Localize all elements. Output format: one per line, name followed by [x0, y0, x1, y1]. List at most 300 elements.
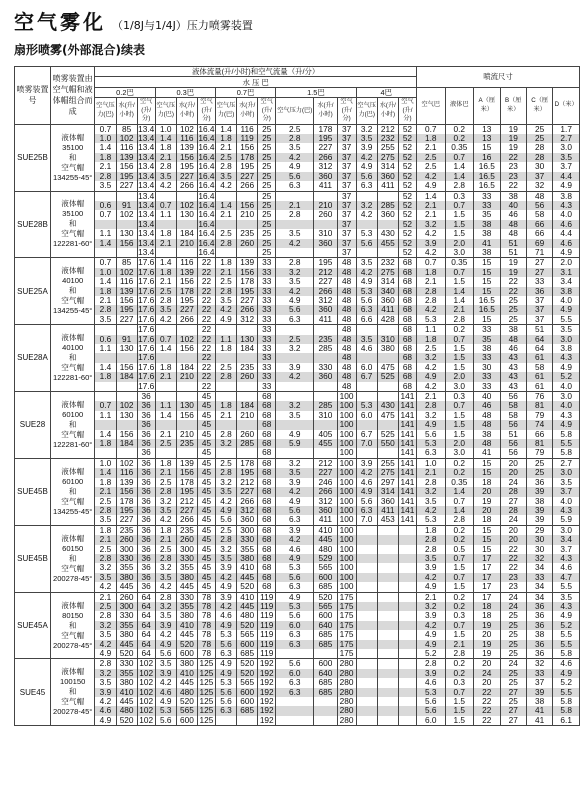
- table-cell: [377, 563, 398, 572]
- table-cell: [356, 678, 377, 687]
- table-cell: [398, 563, 416, 572]
- table-cell: 1.8: [155, 268, 176, 277]
- table-cell: 19: [474, 621, 500, 630]
- table-cell: 66: [526, 229, 552, 238]
- table-cell: 156: [176, 277, 197, 286]
- table-cell: [314, 220, 337, 229]
- table-cell: 178: [176, 287, 197, 296]
- table-cell: [276, 382, 314, 392]
- table-cell: 22: [500, 554, 526, 563]
- table-cell: 34: [526, 563, 552, 572]
- table-cell: [95, 248, 116, 258]
- table-cell: 6.3: [276, 515, 314, 525]
- table-cell: 25: [258, 220, 276, 229]
- table-cell: 27: [500, 706, 526, 715]
- table-cell: 19: [474, 497, 500, 506]
- table-cell: 0.3: [445, 392, 474, 402]
- table-cell: [356, 392, 377, 402]
- table-cell: 3.0: [553, 392, 580, 402]
- table-cell: 5.6: [215, 688, 236, 697]
- table-cell: 17.6: [138, 344, 155, 354]
- table-cell: 5.2: [553, 621, 580, 630]
- table-cell: 4.9: [356, 487, 377, 496]
- table-row: [15, 697, 580, 706]
- table-cell: 19: [500, 124, 526, 134]
- table-cell: [116, 325, 137, 335]
- table-cell: [398, 688, 416, 697]
- table-cell: 3.5: [155, 305, 176, 314]
- table-cell: 37: [337, 181, 356, 191]
- table-cell: 3.5: [416, 554, 445, 563]
- table-cell: [215, 248, 236, 258]
- nozzle-model: SUE45A: [15, 592, 51, 659]
- table-cell: 360: [237, 515, 258, 525]
- table-cell: 0.5: [445, 545, 474, 554]
- table-cell: 2.8: [276, 134, 314, 143]
- table-cell: 4.2: [215, 181, 236, 191]
- table-cell: 45: [197, 515, 215, 525]
- table-row: [15, 468, 580, 477]
- table-cell: 0.2: [445, 602, 474, 611]
- table-cell: 25: [500, 296, 526, 305]
- table-cell: 227: [314, 277, 337, 286]
- table-cell: 64: [137, 630, 155, 639]
- table-cell: 48: [500, 229, 526, 238]
- table-cell: 3.2: [276, 401, 314, 410]
- table-cell: 3.9: [416, 669, 445, 678]
- table-cell: 64: [526, 344, 552, 353]
- table-cell: [398, 554, 416, 563]
- table-cell: 102: [137, 706, 155, 715]
- table-cell: [314, 382, 337, 392]
- table-cell: 3.5: [95, 315, 116, 325]
- table-cell: 4.3: [553, 506, 580, 515]
- table-cell: 16.5: [474, 172, 500, 181]
- table-cell: 3.2: [215, 439, 236, 448]
- nozzle-desc-line: 空气帽: [61, 630, 85, 640]
- table-row: [15, 382, 580, 392]
- table-cell: 102: [116, 268, 137, 277]
- table-cell: 0.7: [95, 210, 116, 219]
- table-cell: 453: [377, 515, 398, 525]
- table-cell: 13: [474, 124, 500, 134]
- table-cell: 0.7: [155, 201, 176, 210]
- table-cell: 2.5: [215, 229, 236, 238]
- table-cell: [116, 248, 137, 258]
- table-cell: 74: [526, 420, 552, 429]
- table-cell: 85: [116, 124, 137, 134]
- table-cell: [377, 248, 398, 258]
- table-cell: 156: [116, 363, 137, 372]
- table-cell: 46: [500, 344, 526, 353]
- table-cell: 36: [137, 458, 155, 468]
- table-row: [15, 287, 580, 296]
- table-cell: [356, 248, 377, 258]
- table-cell: 685: [314, 582, 337, 592]
- table-row: [15, 630, 580, 639]
- table-cell: 260: [314, 210, 337, 219]
- table-cell: 68: [258, 430, 276, 439]
- table-cell: 184: [116, 439, 137, 448]
- table-cell: 48: [500, 335, 526, 344]
- table-cell: [314, 191, 337, 201]
- table-cell: 48: [474, 420, 500, 429]
- table-cell: 3.8: [553, 287, 580, 296]
- table-cell: 0.3: [445, 191, 474, 201]
- table-cell: [215, 325, 236, 335]
- table-cell: 3.5: [95, 181, 116, 191]
- table-cell: 5.3: [276, 563, 314, 572]
- table-cell: 2.7: [553, 134, 580, 143]
- table-cell: 37: [337, 229, 356, 238]
- table-cell: 13.4: [138, 152, 155, 162]
- table-cell: 139: [116, 478, 137, 487]
- table-cell: 45: [197, 506, 215, 515]
- table-cell: 266: [237, 181, 258, 191]
- table-cell: 37: [337, 191, 356, 201]
- table-cell: 102: [176, 335, 197, 344]
- table-cell: 141: [398, 468, 416, 477]
- pressure-row: [15, 87, 580, 97]
- table-cell: 17: [474, 554, 500, 563]
- table-cell: 175: [337, 602, 356, 611]
- nozzle-desc-line: 液体帽: [61, 266, 85, 276]
- table-cell: 4.0: [553, 497, 580, 506]
- table-cell: 520: [116, 649, 137, 659]
- table-cell: 260: [237, 239, 258, 248]
- table-cell: 175: [337, 649, 356, 659]
- table-cell: 36: [137, 439, 155, 448]
- table-cell: 38: [526, 697, 552, 706]
- table-cell: 4.2: [416, 305, 445, 314]
- table-cell: 255: [377, 143, 398, 152]
- table-cell: [377, 706, 398, 715]
- table-cell: 25: [500, 630, 526, 639]
- table-cell: 192: [258, 659, 276, 669]
- table-cell: 280: [337, 659, 356, 669]
- nozzle-desc-line: 122281-60°: [52, 239, 93, 249]
- table-cell: 45: [197, 573, 215, 582]
- table-cell: 20: [474, 506, 500, 515]
- table-cell: 685: [314, 640, 337, 649]
- table-cell: 2.5: [95, 545, 116, 554]
- table-cell: 22: [197, 325, 215, 335]
- table-cell: [95, 392, 116, 402]
- table-cell: 0.7: [416, 258, 445, 268]
- table-cell: 3.7: [553, 545, 580, 554]
- table-cell: 45: [197, 411, 215, 420]
- table-cell: [356, 535, 377, 544]
- table-cell: 380: [237, 554, 258, 563]
- table-cell: 16.4: [198, 181, 215, 191]
- table-cell: 17: [474, 582, 500, 592]
- table-cell: 116: [116, 277, 137, 286]
- table-cell: [116, 420, 137, 429]
- header-sub-air-flow: 空气(升/分): [137, 98, 155, 125]
- table-cell: 0.7: [95, 401, 116, 410]
- table-cell: 0.7: [445, 688, 474, 697]
- table-cell: 48: [337, 305, 356, 314]
- table-cell: 4.2: [416, 573, 445, 582]
- table-cell: 17.6: [138, 324, 155, 335]
- table-cell: 36: [526, 478, 552, 487]
- table-cell: 37: [526, 678, 552, 687]
- header-size-air: 空气巴: [416, 87, 445, 124]
- table-cell: 68: [398, 382, 416, 392]
- table-cell: 6.3: [215, 649, 236, 659]
- table-cell: 2.1: [155, 468, 176, 477]
- table-cell: 100: [337, 448, 356, 458]
- table-cell: 1.8: [95, 478, 116, 487]
- table-cell: [215, 716, 236, 726]
- table-cell: 30: [526, 535, 552, 544]
- table-cell: 52: [398, 172, 416, 181]
- table-cell: 37: [526, 305, 552, 314]
- table-cell: 156: [237, 268, 258, 277]
- nozzle-model: SUE25A: [15, 258, 51, 325]
- nozzle-desc-line: 35100: [62, 209, 84, 219]
- table-cell: [398, 678, 416, 687]
- table-cell: 4.9: [553, 611, 580, 620]
- table-cell: 125: [197, 697, 215, 706]
- table-cell: 25: [258, 181, 276, 191]
- table-cell: [377, 525, 398, 535]
- table-cell: 2.5: [155, 439, 176, 448]
- table-cell: [377, 621, 398, 630]
- table-cell: 3.9: [356, 458, 377, 468]
- table-cell: 48: [337, 258, 356, 268]
- table-cell: 410: [176, 669, 197, 678]
- table-cell: 68: [258, 563, 276, 572]
- table-cell: [356, 554, 377, 563]
- table-row: [15, 659, 580, 669]
- table-cell: 15: [474, 535, 500, 544]
- nozzle-desc-line: 200278-45°: [52, 707, 93, 717]
- table-cell: 48: [337, 372, 356, 381]
- table-cell: [276, 325, 314, 335]
- table-cell: [377, 688, 398, 697]
- table-cell: 51: [500, 248, 526, 258]
- table-cell: [377, 448, 398, 458]
- table-cell: 18: [474, 602, 500, 611]
- table-cell: 2.1: [416, 143, 445, 152]
- table-cell: 685: [237, 649, 258, 659]
- table-cell: 156: [237, 201, 258, 210]
- table-row: [15, 210, 580, 219]
- table-cell: 61: [526, 353, 552, 362]
- table-cell: 156: [116, 162, 137, 171]
- nozzle-desc-line: 122281-60°: [52, 439, 93, 449]
- table-cell: 685: [237, 706, 258, 715]
- table-cell: 360: [377, 172, 398, 181]
- table-cell: 2.8: [416, 401, 445, 410]
- table-cell: 125: [197, 706, 215, 715]
- table-cell: [356, 382, 377, 392]
- nozzle-desc-line: 和: [68, 152, 77, 162]
- table-cell: 102: [116, 210, 137, 219]
- table-cell: 314: [377, 277, 398, 286]
- table-cell: [398, 535, 416, 544]
- table-cell: 210: [237, 411, 258, 420]
- table-cell: 300: [176, 545, 197, 554]
- table-cell: 48: [337, 344, 356, 353]
- table-cell: [356, 688, 377, 697]
- table-cell: 6.3: [276, 640, 314, 649]
- nozzle-desc-line: 200278-45°: [52, 640, 93, 650]
- table-cell: 13.4: [138, 247, 155, 257]
- table-cell: 3.2: [416, 487, 445, 496]
- table-cell: 43: [500, 382, 526, 392]
- table-cell: 2.8: [215, 535, 236, 544]
- table-cell: 5.6: [215, 640, 236, 649]
- table-cell: 102: [137, 678, 155, 687]
- table-cell: 40: [474, 392, 500, 402]
- table-cell: 68: [398, 315, 416, 325]
- table-cell: 312: [314, 296, 337, 305]
- table-cell: 565: [314, 602, 337, 611]
- nozzle-desc: [50, 392, 94, 459]
- table-cell: [237, 248, 258, 258]
- table-cell: 4.6: [155, 688, 176, 697]
- table-cell: 255: [377, 458, 398, 468]
- table-cell: 195: [237, 287, 258, 296]
- table-cell: 68: [258, 554, 276, 563]
- table-cell: 192: [258, 688, 276, 697]
- table-cell: 56: [500, 448, 526, 458]
- table-cell: 445: [314, 535, 337, 544]
- table-cell: 22: [500, 277, 526, 286]
- table-cell: 22: [197, 305, 215, 314]
- header-size-a: A（厘米）: [474, 87, 500, 124]
- table-cell: 36: [137, 525, 155, 535]
- table-cell: 2.8: [155, 162, 176, 171]
- table-cell: 3.2: [276, 268, 314, 277]
- table-cell: 1.8: [155, 229, 176, 238]
- header-flow: 液体流量(升/小时)和空气流量（升/分）: [95, 67, 417, 77]
- table-cell: 23: [500, 172, 526, 181]
- table-cell: 2.5: [155, 545, 176, 554]
- table-cell: 4.0: [553, 382, 580, 392]
- table-row: [15, 430, 580, 439]
- table-cell: 227: [237, 487, 258, 496]
- table-cell: 2.8: [155, 487, 176, 496]
- nozzle-desc-line: 60100: [62, 409, 84, 419]
- header-sub-air-flow: 空气(升/分): [258, 98, 276, 125]
- table-cell: 380: [377, 344, 398, 353]
- table-cell: 15: [474, 287, 500, 296]
- table-cell: 5.6: [356, 172, 377, 181]
- table-cell: 0.2: [445, 134, 474, 143]
- table-cell: 178: [237, 277, 258, 286]
- table-cell: 100: [337, 430, 356, 439]
- table-cell: 68: [258, 468, 276, 477]
- table-row: [15, 181, 580, 191]
- table-cell: 100: [337, 401, 356, 410]
- table-cell: 3.2: [416, 602, 445, 611]
- table-cell: 1.5: [445, 716, 474, 726]
- table-cell: [95, 220, 116, 229]
- table-cell: 235: [237, 229, 258, 238]
- table-cell: 5.3: [155, 706, 176, 715]
- table-cell: 4.2: [416, 229, 445, 238]
- table-cell: 48: [474, 411, 500, 420]
- table-cell: [398, 659, 416, 669]
- table-cell: 41: [474, 448, 500, 458]
- table-cell: 141: [398, 439, 416, 448]
- table-cell: 227: [314, 468, 337, 477]
- table-cell: [95, 325, 116, 335]
- table-cell: 2.1: [95, 535, 116, 544]
- table-cell: 355: [116, 621, 137, 630]
- table-cell: 36: [137, 448, 155, 458]
- table-cell: 68: [398, 305, 416, 314]
- table-cell: 2.1: [95, 296, 116, 305]
- table-cell: 141: [398, 430, 416, 439]
- table-row: [15, 497, 580, 506]
- table-cell: 100: [337, 458, 356, 468]
- nozzle-desc-line: 和: [68, 353, 77, 363]
- table-row: [15, 678, 580, 687]
- table-cell: 13.4: [138, 134, 155, 144]
- nozzle-desc-line: 60150: [62, 543, 84, 553]
- table-cell: 130: [176, 401, 197, 410]
- table-cell: 45: [197, 497, 215, 506]
- table-cell: 565: [176, 706, 197, 715]
- table-cell: 266: [176, 315, 197, 325]
- table-row: [15, 191, 580, 201]
- header-desc: 喷雾装置由空气帽和液体帽组合而成: [50, 67, 94, 125]
- table-cell: 4.6: [553, 659, 580, 669]
- table-cell: 100: [337, 535, 356, 544]
- table-cell: 1.8: [95, 439, 116, 448]
- table-cell: [176, 325, 197, 335]
- table-cell: 195: [237, 162, 258, 171]
- table-cell: 64: [526, 335, 552, 344]
- table-row: [15, 716, 580, 726]
- table-cell: [176, 191, 197, 201]
- table-cell: 34: [526, 592, 552, 602]
- table-cell: 266: [314, 287, 337, 296]
- table-cell: 64: [137, 602, 155, 611]
- table-cell: 25: [526, 134, 552, 143]
- table-cell: 4.9: [553, 420, 580, 429]
- table-cell: 141: [398, 458, 416, 468]
- table-cell: 45: [197, 439, 215, 448]
- table-cell: [116, 191, 137, 201]
- table-cell: [237, 420, 258, 429]
- table-cell: 360: [314, 239, 337, 248]
- table-cell: 227: [237, 172, 258, 181]
- table-cell: 4.9: [553, 181, 580, 191]
- nozzle-desc: [50, 191, 94, 258]
- table-cell: 300: [116, 545, 137, 554]
- table-row: [15, 124, 580, 134]
- table-cell: [377, 649, 398, 659]
- nozzle-desc-line: 200278-45°: [52, 573, 93, 583]
- table-cell: 175: [337, 592, 356, 602]
- table-cell: 266: [237, 497, 258, 506]
- table-cell: 520: [176, 640, 197, 649]
- table-cell: 38: [474, 344, 500, 353]
- table-cell: 38: [500, 191, 526, 201]
- table-cell: 15: [474, 458, 500, 468]
- table-cell: 640: [314, 621, 337, 630]
- table-cell: 4.9: [215, 659, 236, 669]
- table-cell: [155, 191, 176, 201]
- table-cell: 6.7: [356, 372, 377, 381]
- table-cell: 0.2: [445, 468, 474, 477]
- table-cell: 445: [116, 697, 137, 706]
